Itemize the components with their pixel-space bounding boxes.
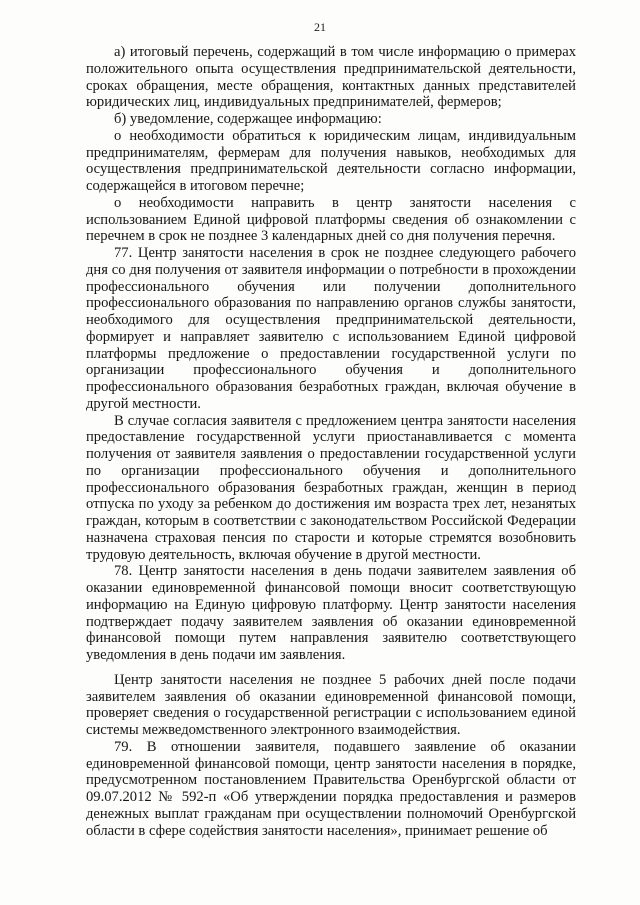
paragraph-78: 78. Центр занятости населения в день подачи заявителем заявления об оказании единовременной финансовой помощи вносит соответствующую информацию на Единую цифровую платформу. Центр занятости населения подтверждает подачу заявителем заявления об оказании единовременной финансовой помощи путем направления заявителю соответствующего уведомления в день подачи им заявления. [86, 563, 576, 663]
paragraph-send-acknowledgement: о необходимости направить в центр занятости населения с использованием Единой цифровой платформы сведения об ознакомлении с перечнем в срок не позднее 3 календарных дней со дня получения перечня. [86, 194, 576, 245]
paragraph-77: 77. Центр занятости населения в срок не позднее следующего рабочего дня со дня получения от заявителя информации о потребности в прохождении профессионального обучения или получении дополнительного профессионального образования по направлению органов службы занятости, необходимого для осуществления предпринимательской деятельности, формирует и направляет заявителю с использованием Единой цифровой платформы предложение о предоставлении государственной услуги по организации профессионального обучения и дополнительного профессионального образования безработных граждан, включая обучение в другой местности. [86, 245, 576, 412]
paragraph-79: 79. В отношении заявителя, подавшего заявление об оказании единовременной финансовой помощи, центр занятости населения в порядке, предусмотренном постановлением Правительства Оренбургской области от 09.07.2012 № 592-п «Об утверждении порядка предоставления и размеров денежных выплат гражданам при осуществлении полномочий Оренбургской области в сфере содействия занятости населения», принимает решение об [86, 738, 576, 839]
paragraph-b-notification: б) уведомление, содержащее информацию: [114, 111, 382, 127]
page-number: 21 [314, 20, 326, 34]
paragraph-a-final-list: а) итоговый перечень, содержащий в том числе информацию о примерах положительного опыта осуществления предпринимательской деятельности, сроках обращения, месте обращения, контактных данных представителей юридических лиц, индивидуальных предпринимателей, фермеров; [86, 44, 576, 111]
document-body [86, 44, 576, 839]
paragraph-78-verification: Центр занятости населения не позднее 5 рабочих дней после подачи заявителем заявления об оказании единовременной финансовой помощи, проверяет сведения о государственной регистрации с использованием единой системы межведомственного электронного взаимодействия. [86, 671, 576, 738]
paragraph-contact-legal-entities: о необходимости обратиться к юридическим лицам, индивидуальным предпринимателям, фермерам для получения навыков, необходимых для осуществления предпринимательской деятельности согласно информации, содержащейся в итоговом перечне; [86, 127, 576, 194]
paragraph-77-consent: В случае согласия заявителя с предложением центра занятости населения предоставление государственной услуги приостанавливается с момента получения от заявителя заявления о предоставлении государственной услуги по организации профессионального обучения и дополнительного профессионального образования безработных граждан, женщин в период отпуска по уходу за ребенком до достижения им возраста трех лет, незанятых граждан, которым в соответствии с законодательством Российской Федерации назначена страховая пенсия по старости и которые стремятся возобновить трудовую деятельность, включая обучение в другой местности. [86, 412, 576, 563]
